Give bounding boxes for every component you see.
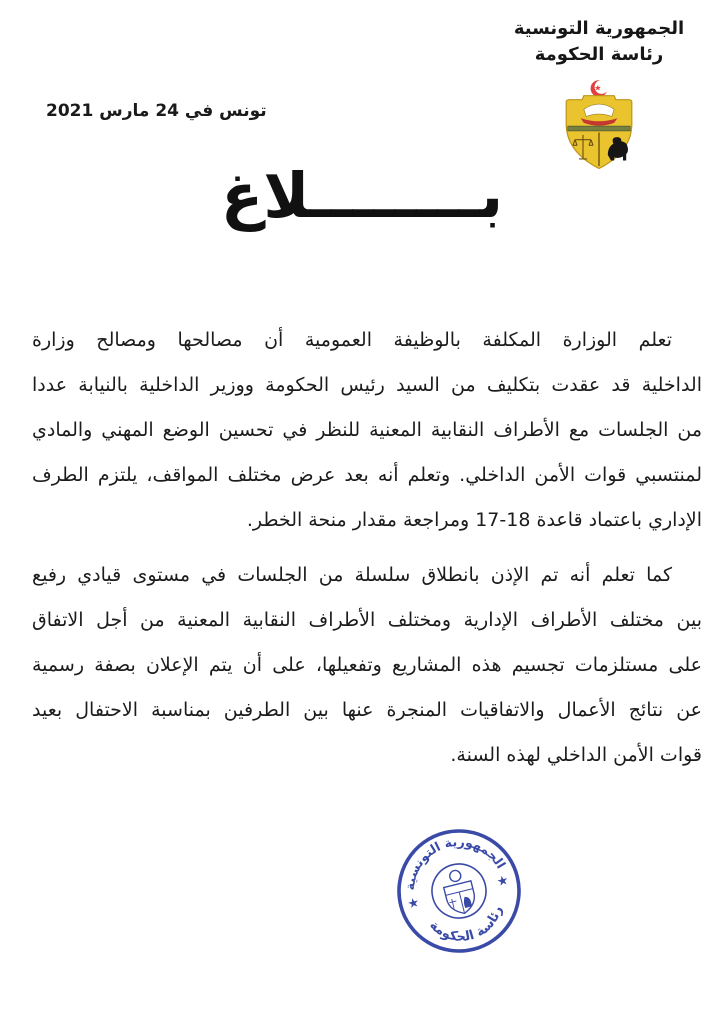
stamp-star-left-icon: ★ [406,895,422,913]
text-line: الداخلية قد عقدت بتكليف من السيد رئيس الحكومة ووزير الداخلية بالنيابة عددا [32,374,702,396]
text-line: تعلم الوزارة المكلفة بالوظيفة العمومية أن مصالحها ومصالح وزارة [32,329,672,351]
republic-title: الجمهورية التونسية [513,18,685,39]
stamp-top-text: الجمهورية التونسية [401,833,509,891]
official-stamp-icon [380,812,538,970]
text-line: عن نتائج الأعمال والاتفاقيات المنجرة عنها بين الطرفين بمناسبة الاحتفال بعيد [32,699,702,721]
text-line: من الجلسات مع الأطراف النقابية المعنية للنظر في تحسين الوضع المهني والمادي [32,419,702,441]
text-line: قوات الأمن الداخلي لهذه السنة. [450,744,702,766]
communique-title: بــــــــلاغ [220,159,504,232]
paragraph-2 [32,553,702,778]
presidency-title: رئاسة الحكومة [534,44,664,65]
text-line: لمنتسبي قوات الأمن الداخلي. وتعلم أنه بعد عرض مختلف المواقف، يلتزم الطرف [32,464,702,486]
stamp-bottom-text: رئاسة الحكومة [426,904,506,945]
date-text: تونس في 24 مارس 2021 [46,101,267,121]
text-line: على مستلزمات تجسيم هذه المشاريع وتفعيلها، على أن يتم الإعلان بصفة رسمية [32,654,702,676]
crescent-star-icon [591,80,609,97]
text-line: كما تعلم أنه تم الإذن بانطلاق سلسلة من الجلسات في مستوى قيادي رفيع [32,564,672,586]
text-line: الإداري باعتماد قاعدة 18-17 ومراجعة مقدار منحة الخطر. [246,509,702,531]
stamp-emblem-icon [440,867,478,916]
communique-body [32,318,702,778]
official-stamp [380,812,538,970]
paragraph-1 [32,318,702,543]
text-line: بين مختلف الأطراف الإدارية ومختلف الأطراف النقابية المعنية من أجل الاتفاق [32,609,702,631]
stamp-star-right-icon: ★ [495,872,511,891]
